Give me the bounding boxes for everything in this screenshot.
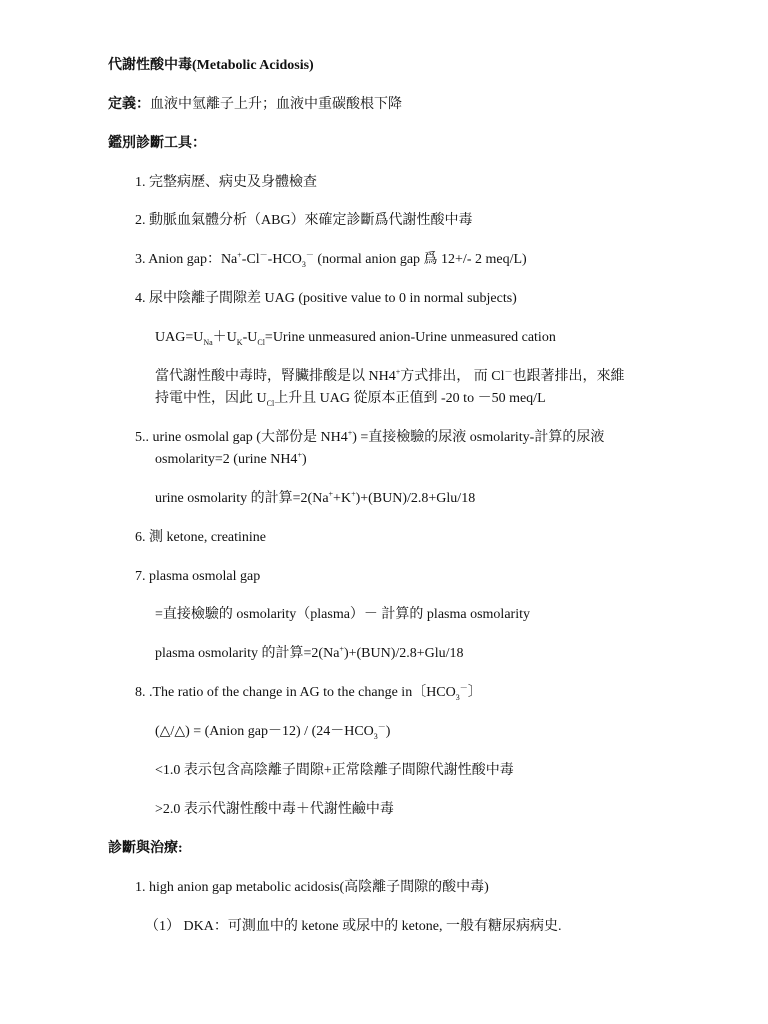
subscript: 3 bbox=[373, 731, 378, 741]
plasma-osmolarity-calc bbox=[155, 645, 464, 663]
uag-text: -U bbox=[242, 330, 258, 345]
high-anion-gap-item: 1. high anion gap metabolic acidosis(高陰離子間隙的酸中毒) bbox=[135, 880, 489, 895]
list-item-2: 2. 動脈血氣體分析（ABG）來確定診斷爲代謝性酸中毒 bbox=[135, 213, 473, 228]
definition-label: 定義： bbox=[108, 97, 150, 112]
uag-text: ＋U bbox=[212, 330, 237, 345]
superscript: + bbox=[328, 489, 334, 499]
definition-text: 血液中氫離子上升；血液中重碳酸根下降 bbox=[150, 97, 402, 112]
uag-note-text: 持電中性，因此 U bbox=[155, 391, 267, 406]
ratio-text: ) bbox=[385, 724, 391, 739]
uag-note-line-1 bbox=[155, 368, 624, 386]
subscript: 3 bbox=[301, 259, 306, 269]
calc-text: +K bbox=[333, 491, 352, 506]
uag-note-text: 也跟著排出，來維 bbox=[512, 369, 625, 384]
subscript: Cl bbox=[266, 398, 275, 408]
superscript: + bbox=[347, 428, 353, 438]
diagnosis-treatment-heading: 診斷與治療: bbox=[108, 841, 183, 856]
uag-note-text: 方式排出， 而 Cl bbox=[400, 369, 505, 384]
subscript: Cl bbox=[257, 337, 265, 347]
list-item-1: 1. 完整病歷、病史及身體檢查 bbox=[135, 175, 317, 190]
calc-text: plasma osmolarity 的計算=2(Na bbox=[155, 646, 340, 661]
ratio-less-than: <1.0 表示包含高陰離子間隙+正常陰離子間隙代謝性酸中毒 bbox=[155, 763, 514, 778]
plasma-osmolal-definition: =直接檢驗的 osmolarity（plasma）－ 計算的 plasma osmolarity bbox=[155, 607, 530, 622]
list-item-4: 4. 尿中陰離子間隙差 UAG (positive value to 0 in normal subjects) bbox=[135, 291, 517, 306]
osmolal-gap-text: ) =直接檢驗的尿液 osmolarity-計算的尿液 bbox=[352, 430, 605, 445]
list-item-8 bbox=[135, 684, 482, 702]
anion-gap-text: 3. Anion gap：Na bbox=[135, 252, 238, 267]
superscript: － bbox=[504, 367, 513, 377]
osmolal-gap-text: 5.. urine osmolal gap (大部份是 NH4 bbox=[135, 430, 348, 445]
calc-text: )+(BUN)/2.8+Glu/18 bbox=[355, 491, 476, 506]
superscript: － bbox=[305, 250, 314, 260]
ratio-heading-text: 8. .The ratio of the change in AG to the change in〔HCO bbox=[135, 685, 456, 700]
definition-line bbox=[108, 96, 402, 114]
uag-text: =Urine unmeasured anion-Urine unmeasured cation bbox=[264, 330, 556, 345]
diagnostic-tools-heading: 鑑別診斷工具： bbox=[108, 136, 206, 151]
superscript: + bbox=[237, 250, 242, 260]
superscript: － bbox=[377, 722, 386, 732]
subscript: K bbox=[236, 337, 243, 347]
superscript: － bbox=[459, 683, 468, 693]
osmolal-gap-text: ) bbox=[301, 452, 307, 467]
ratio-greater-than: >2.0 表示代謝性酸中毒＋代謝性鹼中毒 bbox=[155, 802, 394, 817]
dka-item: （1） DKA：可測血中的 ketone 或尿中的 ketone, 一般有糖尿病病史. bbox=[145, 919, 562, 934]
uag-formula bbox=[155, 329, 556, 347]
urine-osmolarity-calc bbox=[155, 490, 475, 508]
list-item-5-line-1 bbox=[135, 429, 604, 447]
document-title: 代謝性酸中毒(Metabolic Acidosis) bbox=[108, 58, 314, 73]
ratio-text: (△/△) = (Anion gap－12) / (24－HCO bbox=[155, 724, 374, 739]
anion-gap-normal: (normal anion gap 爲 12+/- 2 meq/L) bbox=[313, 252, 527, 267]
calc-text: )+(BUN)/2.8+Glu/18 bbox=[343, 646, 464, 661]
uag-note-line-2 bbox=[155, 390, 546, 408]
superscript: + bbox=[339, 644, 344, 654]
subscript: Na bbox=[203, 337, 213, 347]
anion-gap-text: -Cl bbox=[241, 252, 260, 267]
list-item-5-line-2 bbox=[155, 451, 307, 469]
ratio-heading-text: 〕 bbox=[467, 685, 482, 700]
uag-text: UAG=U bbox=[155, 330, 204, 345]
superscript: + bbox=[395, 367, 401, 377]
subscript: 3 bbox=[455, 692, 460, 702]
calc-text: urine osmolarity 的計算=2(Na bbox=[155, 491, 329, 506]
ratio-formula bbox=[155, 723, 390, 741]
superscript: + bbox=[297, 450, 302, 460]
osmolal-gap-text: osmolarity=2 (urine NH4 bbox=[155, 452, 298, 467]
uag-note-text: 當代謝性酸中毒時，腎臟排酸是以 NH4 bbox=[155, 369, 396, 384]
list-item-6: 6. 測 ketone, creatinine bbox=[135, 530, 267, 545]
anion-gap-text: -HCO bbox=[267, 252, 302, 267]
superscript: + bbox=[351, 489, 356, 499]
list-item-7: 7. plasma osmolal gap bbox=[135, 569, 261, 584]
uag-note-text: 上升且 UAG 從原本正值到 -20 to －50 meq/L bbox=[274, 391, 546, 406]
list-item-3 bbox=[135, 251, 527, 269]
superscript: － bbox=[259, 250, 268, 260]
